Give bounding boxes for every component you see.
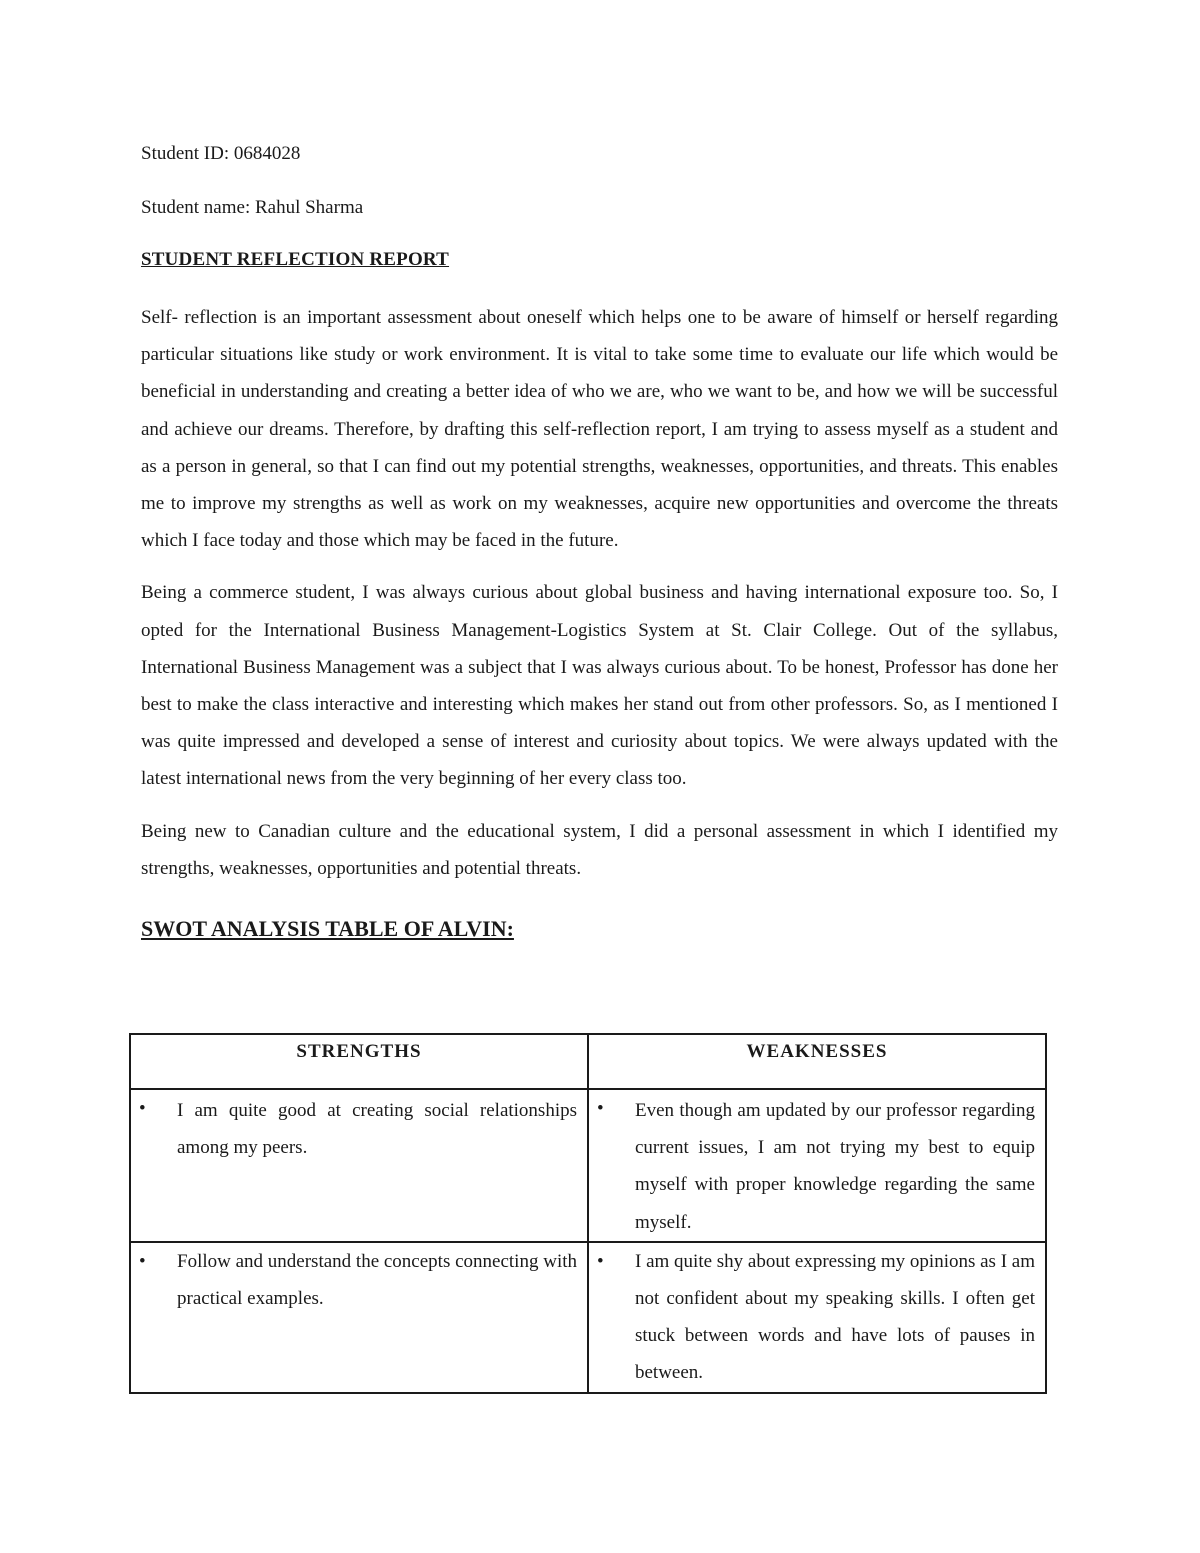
swot-title: SWOT ANALYSIS TABLE OF ALVIN: (141, 916, 514, 942)
strength-text-2: Follow and understand the concepts connecting with practical examples. (177, 1250, 577, 1310)
swot-header-row (130, 1034, 1046, 1089)
bullet-icon: • (597, 1250, 604, 1272)
paragraph-background: Being a commerce student, I was always curious about global business and having international exposure too. So, I opted for the International Business Management-Logistics System at St. Clair College. Out of the syllabus, International Business Management was a subject that I was always curious about. To be honest, Professor has done her best to make the class interactive and interesting which makes her stand out from other professors. So, as I mentioned I was quite impressed and developed a sense of interest and curiosity about topics. We were always updated with the latest international news from the very beginning of her every class too. (141, 582, 1058, 790)
strength-text-1: I am quite good at creating social relationships among my peers. (177, 1100, 577, 1159)
bullet-icon: • (139, 1250, 146, 1272)
strength-cell-2 (130, 1242, 588, 1393)
weakness-cell-2 (588, 1242, 1046, 1393)
weakness-text-1: Even though am updated by our professor regarding current issues, I am not trying my best to equip myself with proper knowledge regarding the same myself. (635, 1100, 1035, 1233)
header-strengths: STRENGTHS (130, 1034, 588, 1089)
student-name: Student name: Rahul Sharma (141, 197, 364, 218)
bullet-icon: • (139, 1098, 146, 1119)
document-page (139, 140, 1058, 1384)
weakness-text-2: I am quite shy about expressing my opinions as I am not confident about my speaking skills. I often get stuck between words and have lots of pauses in between. (635, 1250, 1035, 1384)
table-row (130, 1089, 1046, 1242)
header-weaknesses: WEAKNESSES (588, 1034, 1046, 1089)
bullet-icon: • (597, 1098, 604, 1119)
swot-table (129, 1033, 1047, 1394)
paragraph-assessment: Being new to Canadian culture and the educational system, I did a personal assessment in which I identified my strengths, weaknesses, opportunities and potential threats. (141, 820, 1058, 879)
report-title: STUDENT REFLECTION REPORT (141, 249, 450, 270)
weakness-cell-1 (588, 1089, 1046, 1242)
strength-cell-1 (130, 1089, 588, 1242)
paragraph-intro: Self- reflection is an important assessment about oneself which helps one to be aware of himself or herself regarding particular situations like study or work environment. It is vital to take some time to evaluate our life which would be beneficial in understanding and creating a better idea of who we are, who we want to be, and how we will be successful and achieve our dreams. Therefore, by drafting this self-reflection report, I am trying to assess myself as a student and as a person in general, so that I can find out my potential strengths, weaknesses, opportunities, and threats. This enables me to improve my strengths as well as work on my weaknesses, acquire new opportunities and overcome the threats which I face today and those which may be faced in the future. (141, 307, 1058, 552)
table-row (130, 1242, 1046, 1393)
student-id: Student ID: 0684028 (141, 143, 301, 164)
